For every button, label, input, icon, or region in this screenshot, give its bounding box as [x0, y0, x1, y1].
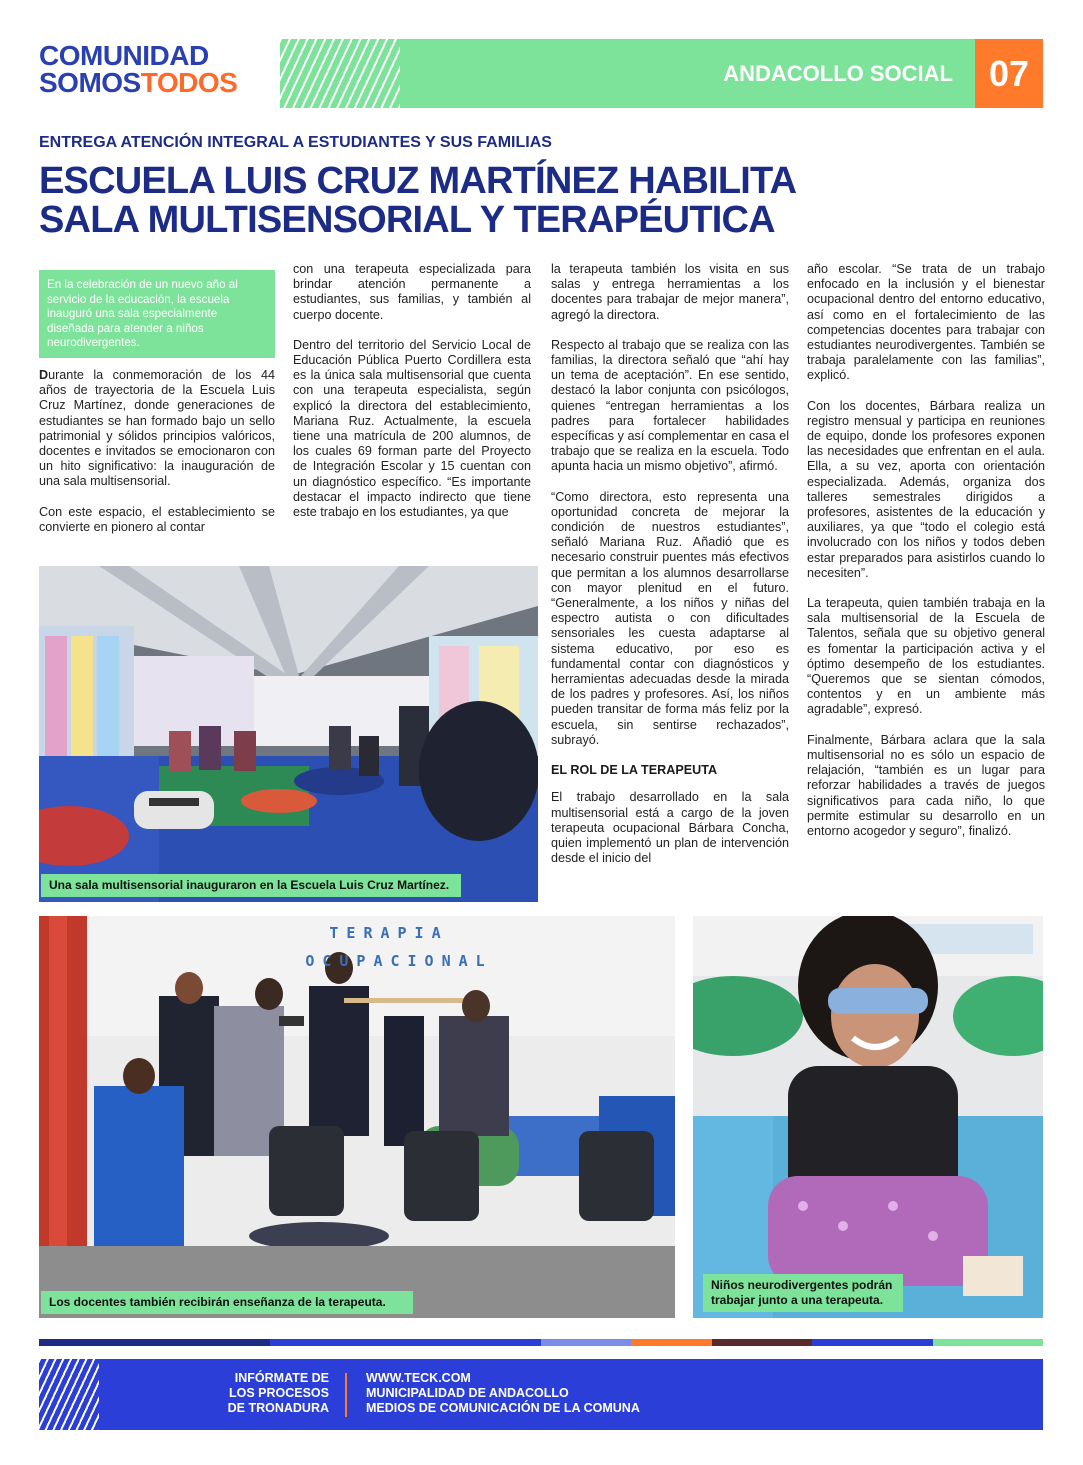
- column-1: [39, 368, 275, 550]
- photo3-caption-line-2: trabajar junto a una terapeuta.: [711, 1293, 884, 1307]
- footer-color-strip: [39, 1339, 1043, 1346]
- photo-multisensory-room: [39, 566, 538, 902]
- footer-left-line-2: LOS PROCESOS: [228, 1386, 329, 1400]
- col3-paragraph-3: “Como directora, esto representa una oportunidad concreta de mejorar la condición de nuestros estudiantes”, señaló Mariana Ruz. Añadió que es necesario construir puentes más efectivos que permitan a los alumnos desarrollarse con mayor plenitud en el futuro. “Generalmente, a los niños y niñas del espectro autista o con dificultades sensoriales les cuesta adaptarse al sistema educativo, por eso es fundamental contar con diagnósticos y herramientas adecuadas desde la mirada de los padres y profesores. Así, los niños pueden transitar de forma más feliz por la escuela, sin sentirse rechazados”, subrayó.: [551, 489, 789, 747]
- photo-teachers-illustration: [39, 916, 675, 1318]
- strip-segment-navy: [39, 1339, 270, 1346]
- col1-p1-text: urante la conmemoración de los 44 años de trayectoria de la Escuela Luis Cruz Martínez, donde generaciones de estudiantes se han formado bajo un sello patrimonial y sólidos principios valóricos, docentes e invitados se emocionaron con un hito significativo: la inauguración de una sala multisensorial.: [39, 368, 275, 489]
- photo-child-illustration: [693, 916, 1043, 1318]
- footer-stripes-decoration: [39, 1359, 99, 1430]
- footer-divider: [345, 1373, 347, 1417]
- section-name: ANDACOLLO SOCIAL: [723, 61, 953, 86]
- footer-tagline: [189, 1371, 329, 1416]
- col2-paragraph-1: con una terapeuta especializada para brindar atención permanente a estudiantes, sus familias, y también al cuerpo docente.: [293, 262, 531, 322]
- header-bar: [280, 39, 975, 108]
- brand-line-2a: SOMOS: [39, 67, 141, 98]
- article-headline: [39, 162, 1039, 240]
- col4-paragraph-3: La terapeuta, quien también trabaja en la sala multisensorial de la Escuela de Talentos, señala que su objetivo general es fomentar la participación activa y el óptimo desempeño de los estudiantes. “Queremos que se sientan cómodos, contentos y en un ambiente más agradable”, expresó.: [807, 596, 1045, 717]
- headline-line-1: ESCUELA LUIS CRUZ MARTÍNEZ HABILITA: [39, 160, 797, 202]
- footer-right-line-3: MEDIOS DE COMUNICACIÓN DE LA COMUNA: [366, 1401, 640, 1415]
- header-stripes-decoration: [280, 39, 400, 108]
- brand-line-2b: TODOS: [140, 67, 238, 98]
- col2-paragraph-2: Dentro del territorio del Servicio Local de Educación Pública Puerto Cordillera esta es la única sala multisensorial que cuenta con una terapeuta especialista, según explicó la directora del establecimiento, Mariana Ruz. Actualmente, la escuela tiene una matrícula de 200 alumnos, de los cuales 69 forman parte del Proyecto de Integración Escolar y 15 cuentan con un diagnóstico específico. “Es importante destacar el impacto indirecto que tiene este trabajo en los estudiantes, ya que: [293, 337, 531, 520]
- photo-room-illustration: [39, 566, 538, 902]
- footer-website-link[interactable]: WWW.TECK.COM: [366, 1371, 471, 1385]
- photo3-caption: [703, 1274, 903, 1312]
- article-lead: En la celebración de un nuevo año al servicio de la educación, la escuela inauguró una sala especialmente diseñada para atender a niños neurodivergentes.: [39, 270, 275, 358]
- photo3-caption-line-1: Niños neurodivergentes podrán: [711, 1278, 893, 1292]
- col4-paragraph-4: Finalmente, Bárbara aclara que la sala multisensorial no es sólo un espacio de relajación, “también es un lugar para reforzar habilidades a través de juegos significativos para cada niño, lo que permite estimular su desarrollo en un entorno acogedor y seguro”, finalizó.: [807, 732, 1045, 838]
- col3-paragraph-4: El trabajo desarrollado en la sala multisensorial está a cargo de la joven terapeuta ocupacional Bárbara Concha, quien implementó un plan de intervención desde el inicio del: [551, 790, 789, 866]
- strip-segment-orange: [631, 1339, 711, 1346]
- col3-paragraph-1: la terapeuta también los visita en sus salas y entrega herramientas a los docentes para trabajar de mejor manera”, agregó la directora.: [551, 262, 789, 322]
- strip-segment-green: [933, 1339, 1043, 1346]
- photo-child-blindfold: [693, 916, 1043, 1318]
- column-4: [807, 262, 1045, 854]
- banner-ocupacional: OCUPACIONAL: [305, 952, 493, 970]
- column-3: [551, 262, 789, 881]
- page-number-box: [975, 39, 1043, 108]
- page-number: 07: [988, 53, 1030, 94]
- col3-subhead: EL ROL DE LA TERAPEUTA: [551, 763, 718, 778]
- headline-line-2: SALA MULTISENSORIAL Y TERAPÉUTICA: [39, 199, 775, 241]
- strip-segment-blue: [270, 1339, 541, 1346]
- footer-right-line-2: MUNICIPALIDAD DE ANDACOLLO: [366, 1386, 569, 1400]
- col3-paragraph-2: Respecto al trabajo que se realiza con las familias, la directora señaló que “ahí hay un tema de aceptación”. En ese sentido, destacó la labor conjunta con psicólogos, quienes “entregan herramientas a los padres para fortalecer habilidades específicas y así complementar en casa el trabajo que se realiza en la escuela. Todo apunta hacia un mismo objetivo”, afirmó.: [551, 337, 789, 474]
- footer-left-line-1: INFÓRMATE DE: [234, 1371, 329, 1385]
- footer-bar: [39, 1359, 1043, 1430]
- strip-segment-blue-2: [812, 1339, 932, 1346]
- footer-links: [366, 1371, 640, 1416]
- footer-left-line-3: DE TRONADURA: [227, 1401, 329, 1415]
- article-kicker: ENTREGA ATENCIÓN INTEGRAL A ESTUDIANTES Y SUS FAMILIAS: [39, 134, 552, 151]
- photo-teachers-exercise: [39, 916, 675, 1318]
- col1-paragraph-1: [39, 368, 275, 490]
- banner-terapia: TERAPIA: [329, 924, 449, 942]
- brand-logo: [39, 42, 237, 96]
- drop-cap: D: [39, 368, 49, 382]
- col4-paragraph-1: año escolar. “Se trata de un trabajo enfocado en la inclusión y el bienestar ocupacional dentro del entorno educativo, así como en el fortalecimiento de las competencias docentes para trabajar con estudiantes neurodivergentes. También se trabaja paralelamente con las familias”, explicó.: [807, 262, 1045, 383]
- col4-paragraph-2: Con los docentes, Bárbara realiza un registro mensual y participa en reuniones de equipo, donde los profesores exponen las necesidades que enfrentan en el aula. Ella, a su vez, aporta con orientación especializada. Además, organiza dos talleres semestrales dirigidos a profesores, asistentes de la educación y auxiliares, ya que “todo el colegio está involucrado con los niños y todos deben estar preparados para asistirlos cuando lo necesiten”.: [807, 398, 1045, 580]
- column-2: [293, 262, 531, 535]
- brand-line-1: COMUNIDAD: [39, 40, 209, 71]
- col1-paragraph-2: Con este espacio, el establecimiento se convierte en pionero al contar: [39, 504, 275, 534]
- strip-segment-light-blue: [541, 1339, 631, 1346]
- strip-segment-brown: [712, 1339, 812, 1346]
- photo1-caption: Una sala multisensorial inauguraron en la Escuela Luis Cruz Martínez.: [41, 874, 461, 897]
- photo2-caption: Los docentes también recibirán enseñanza de la terapeuta.: [41, 1291, 413, 1314]
